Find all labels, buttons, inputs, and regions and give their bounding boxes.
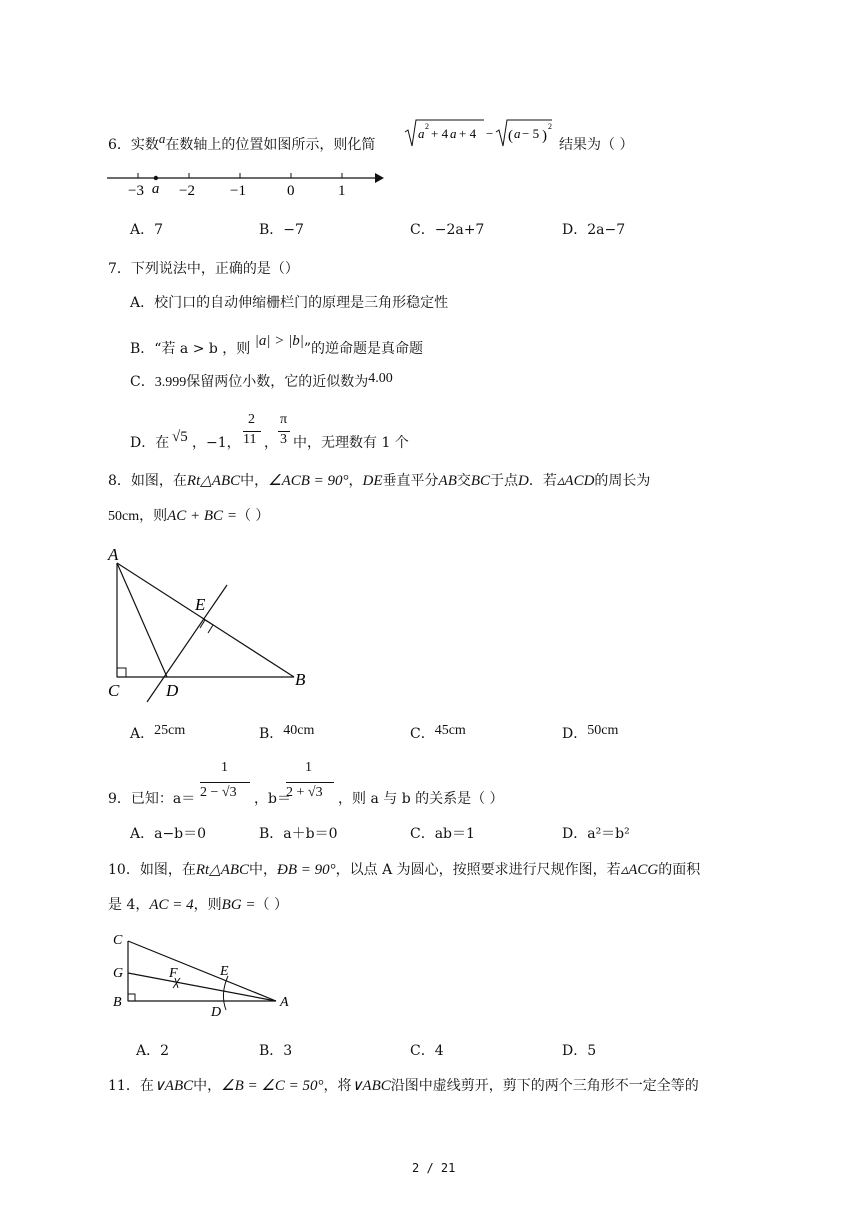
q10-angle: ÐB = 90° [277, 862, 336, 878]
q8-option-b-label: B． [259, 726, 284, 742]
q7-option-b[interactable] [130, 333, 424, 358]
q8-text-e: 交 [456, 473, 471, 489]
label-b: B [295, 670, 306, 689]
q7-option-d-sep2: ， [264, 435, 278, 451]
q7-option-d-sep1: ，−1， [192, 435, 241, 451]
svg-text:a: a [514, 126, 521, 141]
q9-a-bar [200, 782, 250, 783]
q8-option-c[interactable] [410, 723, 466, 743]
label-d: D [211, 1005, 222, 1020]
q9-stem [108, 760, 528, 808]
q8-paren: （ ） [236, 508, 270, 524]
q8-de: DE [362, 473, 383, 489]
q10-text-d: 的面积 [658, 862, 701, 878]
q8-angle: ∠ACB = 90° [268, 473, 349, 489]
q9-option-a[interactable]: A．a−b＝0 [130, 826, 207, 842]
q8-text-f: 于点 [490, 473, 519, 489]
label-a: A [280, 995, 289, 1010]
q6-middle: 在数轴上的位置如图所示，则化简 [165, 137, 376, 153]
q6-var-a: a [158, 131, 166, 146]
svg-text:− 5: − 5 [522, 126, 540, 141]
page-number: 2 / 21 [412, 1161, 456, 1175]
q8-option-c-label: C． [410, 726, 435, 742]
q7-option-b-part3: ”的逆命题是真命题 [303, 341, 424, 357]
q8-option-d[interactable] [562, 723, 618, 743]
label-d: D [166, 681, 179, 700]
q7-option-c-approx: 4.00 [368, 371, 393, 386]
q6-suffix: 结果为（ ） [559, 137, 634, 153]
svg-text:): ) [542, 128, 547, 144]
q10-triangle: Rt△ABC [195, 862, 250, 878]
q9-b-num: 1 [305, 760, 312, 775]
q8-option-a[interactable] [130, 723, 185, 743]
q9-mid: ，b＝ [254, 791, 291, 807]
number-line-tick-label: 0 [287, 183, 295, 199]
label-g: G [113, 966, 124, 981]
q8-option-b-value: 40cm [283, 723, 315, 738]
q8-text-d: 垂直平分 [382, 473, 439, 489]
q9-a-num: 1 [221, 760, 228, 775]
q7-option-d-three: 3 [280, 432, 287, 447]
label-c: C [113, 933, 123, 948]
point-a-label: a [151, 181, 160, 197]
q7-option-c-num: 3.999 [154, 375, 187, 390]
q8-triangle: Rt△ABC [186, 473, 241, 489]
point-a-marker [154, 176, 158, 180]
q7-option-d-frac-num: 2 [248, 412, 255, 427]
q8-bc: BC [470, 473, 491, 489]
q7-option-d-frac-den: 11 [243, 432, 257, 447]
q7-option-b-abs: |a| > |b| [254, 333, 304, 349]
label-a: A [108, 545, 119, 564]
q10-option-b[interactable]: B．3 [259, 1043, 293, 1059]
label-c: C [108, 681, 120, 700]
q8-acd: ▵ACD [556, 473, 595, 489]
number-line-tick-label: −3 [128, 183, 144, 199]
q11-angle: ∠B = ∠C = 50° [221, 1078, 324, 1094]
seg-ca [128, 941, 276, 1001]
q7-option-a[interactable]: A．校门口的自动伸缩栅栏门的原理是三角形稳定性 [130, 295, 449, 311]
label-e: E [195, 595, 206, 614]
q8-text-b: 中， [240, 473, 269, 489]
q9-prefix: 9．已知：a＝ [108, 791, 196, 807]
q8-stem-line1 [108, 470, 650, 490]
q8-perimeter: 50cm [108, 509, 140, 524]
q8-stem-line2 [108, 505, 269, 525]
q10-option-c[interactable]: C．4 [410, 1043, 444, 1059]
q11-stem-line1 [108, 1075, 699, 1095]
number-line-tick-label: −1 [230, 183, 246, 199]
q9-suffix: ，则 a 与 b 的关系是（ ） [338, 791, 504, 807]
q6-option-a[interactable]: A．7 [130, 222, 164, 238]
q6-prefix: 6．实数 [108, 137, 159, 153]
q6-radical-expression [404, 118, 554, 148]
svg-text:2: 2 [425, 122, 429, 131]
svg-text:−: − [486, 126, 494, 141]
q10-stem-line2 [108, 894, 288, 914]
q11-text-b: 中， [193, 1078, 222, 1094]
svg-text:+ 4: + 4 [459, 126, 477, 141]
q8-option-a-label: A． [130, 726, 155, 742]
q8-option-a-value: 25cm [154, 723, 186, 738]
q9-option-c[interactable]: C．ab＝1 [410, 826, 475, 842]
q9-option-d[interactable]: D．a²＝b² [562, 826, 630, 842]
q8-option-d-value: 50cm [587, 723, 619, 738]
q8-option-b[interactable] [259, 723, 314, 743]
right-angle-c [117, 668, 126, 677]
q10-area: 是 4， [108, 897, 150, 913]
q9-option-b[interactable]: B．a＋b＝0 [259, 826, 338, 842]
svg-text:a: a [418, 126, 425, 141]
q11-text-c: ，将 [323, 1078, 352, 1094]
q7-option-d-pi: π [280, 412, 288, 427]
q8-option-c-value: 45cm [434, 723, 466, 738]
q10-triangle-figure [108, 926, 303, 1021]
seg-ad [117, 563, 167, 677]
q8-prefix: 8．如图，在 [108, 473, 187, 489]
q7-option-c-label: C． [130, 374, 155, 390]
q10-ac: AC = 4 [149, 897, 194, 913]
q10-prefix: 10．如图，在 [108, 862, 196, 878]
q8-point-d: D [518, 473, 529, 489]
q9-b-bar [286, 782, 334, 783]
q11-triangle-2: ∨ABC [351, 1078, 391, 1094]
number-line-tick-label: −2 [179, 183, 195, 199]
svg-text:a: a [450, 126, 457, 141]
right-angle-b [128, 994, 135, 1001]
q7-option-b-part1: B．“若 a > b ，则 [130, 341, 255, 357]
number-line-tick-label: 1 [338, 183, 346, 199]
q10-text-then: ，则 [193, 897, 222, 913]
svg-text:(: ( [508, 128, 513, 144]
q10-option-d[interactable]: D．5 [562, 1043, 597, 1059]
seg-ga [128, 973, 276, 1001]
q8-text-c: ， [348, 473, 363, 489]
q6-expr-text [404, 118, 554, 148]
q6-option-b[interactable]: B．−7 [259, 222, 304, 238]
q10-stem-line1 [108, 859, 700, 879]
q8-triangle-figure [104, 540, 324, 705]
q7-option-c[interactable] [130, 371, 393, 391]
q7-option-d-sqrt5: √5 [172, 429, 188, 445]
q7-stem: 7．下列说法中，正确的是（） [108, 261, 299, 277]
q7-option-d-label: D．在 [130, 435, 170, 451]
q9-b-den: 2 + √3 [286, 785, 323, 800]
q10-paren: （ ） [255, 897, 288, 913]
q8-option-d-label: D． [562, 726, 588, 742]
label-b: B [113, 995, 122, 1010]
label-f: F [169, 966, 178, 981]
q10-acg: ▵ACG [620, 862, 659, 878]
line-de [147, 585, 227, 702]
q7-option-d-tail: 中，无理数有 1 个 [293, 435, 409, 451]
q11-triangle: ∨ABC [153, 1078, 194, 1094]
q10-text-c: ，以点 A 为圆心，按照要求进行尺规作图，若 [335, 862, 621, 878]
number-line [105, 165, 390, 205]
q8-ab: AB [438, 473, 457, 489]
q8-text-g: ．若 [528, 473, 557, 489]
q8-text-h: 的周长为 [594, 473, 651, 489]
q6-option-d[interactable]: D．2a−7 [562, 222, 626, 238]
q10-text-b: 中， [249, 862, 278, 878]
q7-option-c-text: 保留两位小数，它的近似数为 [186, 374, 369, 390]
q10-option-a[interactable]: A．2 [136, 1043, 170, 1059]
q6-option-c[interactable]: C．−2a+7 [410, 222, 485, 238]
q8-expr: AC + BC = [167, 508, 237, 524]
svg-text:+ 4: + 4 [431, 126, 449, 141]
q11-prefix: 11．在 [108, 1078, 154, 1094]
label-e: E [220, 964, 229, 979]
q8-text-then: ，则 [139, 508, 168, 524]
number-line-arrow [375, 173, 384, 183]
q6-stem [108, 131, 376, 154]
svg-text:2: 2 [548, 122, 552, 131]
q10-bg: BG = [221, 897, 256, 913]
q9-a-den: 2 − √3 [200, 785, 237, 800]
q11-text-d: 沿图中虚线剪开，剪下的两个三角形不一定全等的 [390, 1078, 699, 1094]
